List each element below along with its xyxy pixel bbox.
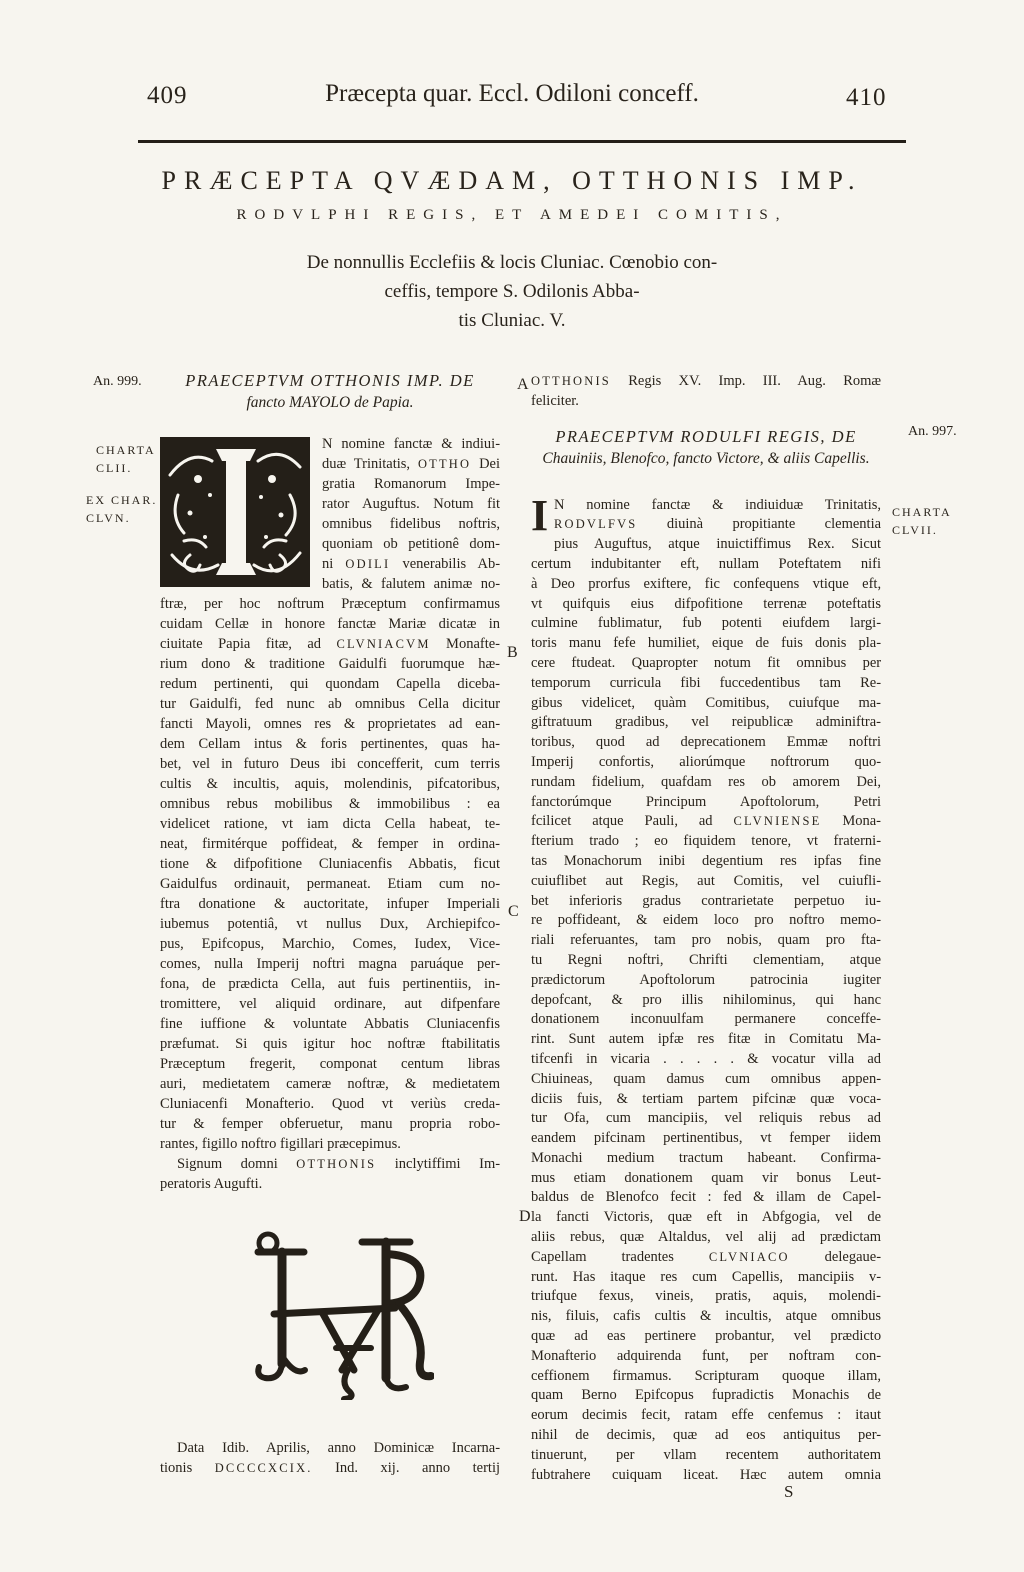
drop-cap-I: I	[531, 490, 549, 540]
text-line: peratoris Augufti.	[160, 1176, 263, 1192]
text-line: videlicet ratione, vt iam dicta Cella habeat, te-	[160, 816, 501, 832]
text-line: nis, filuis, cafis cultis & incultis, atque omnibus	[531, 1308, 882, 1325]
left-column	[160, 370, 500, 1194]
text-line: tu Regni noftri, Chrifti clementiam, atque	[531, 951, 882, 968]
text-line: fona, de prædicta Cella, aut fuis pertinentiis, in-	[160, 976, 501, 992]
text-line: depofcant, & pro illis nihilominus, qui hanc	[531, 991, 882, 1008]
section-letter-c: C	[508, 903, 519, 920]
text-line: ftræ, per hoc noftrum Præceptum confirmamus	[160, 596, 500, 612]
text-line: riali referuantes, tam pro nobis, quam pro fta-	[531, 932, 882, 949]
text-line: rint. Sunt autem ipfæ res fitæ in Comitatu Ma-	[531, 1031, 881, 1048]
text-line: redum pertinenti, qui quondam Capella diceba-	[160, 676, 501, 692]
text-line: Data Idib. Aprilis, anno Dominicæ Incarna-	[177, 1440, 501, 1456]
text-line: nihil de decimis, quæ ad eos antiquitus per-	[531, 1427, 882, 1444]
text-line: præfumat. Si quis igitur hoc noftræ ftabilitatis	[160, 1036, 501, 1052]
text-line: prædictorum Apoftolorum patrocinia iugiter	[531, 971, 882, 988]
text-line: RODVLFVS diuinà propitiante clementia	[554, 516, 882, 533]
page-number-right: 410	[846, 84, 887, 111]
section-letter-a: A	[517, 376, 529, 393]
margin-year-left: An. 999.	[93, 374, 142, 389]
small-caps-word: OTTHONIS	[296, 1157, 377, 1171]
text-line: fubtrahere cuiquam liceat. Hæc autem omnia	[531, 1466, 882, 1483]
small-caps-word: DCCCCXCIX.	[214, 1461, 313, 1475]
text-line: diciis fuis, & tertiam partem pifcinæ quæ voca-	[531, 1090, 882, 1107]
margin-note-line: CHARTA	[892, 505, 952, 519]
text-line: ftra donatione & auctoritate, infuper Imperiali	[160, 896, 500, 912]
text-line: tione & difpofitione Cluniacenfis Abbatis, ficut	[160, 856, 500, 872]
header-rule	[138, 140, 906, 143]
charter1-heading-line1: PRAECEPTVM OTTHONIS IMP. DE	[185, 371, 475, 390]
charter1-heading-line2: fancto MAYOLO de Papia.	[246, 394, 414, 411]
text-line: quoniam ob petitionê dom-	[322, 536, 501, 552]
text-line: rium dono & traditione Gaidulfi fuorumque hæ-	[160, 656, 501, 672]
text-line: tur Ofa, cum mancipiis, vel reliquis rebus ad	[531, 1110, 882, 1127]
text-line: pus, Epifcopus, Marchio, Comes, Iudex, Vice-	[160, 936, 501, 952]
text-line: toris manu fefe humiliet, eique de fuis donis pla-	[531, 635, 882, 652]
text-line: la fancti Victoris, quæ eft in Abfgogia, vel de	[531, 1209, 882, 1226]
text-line: fanctorúmque Principum Apoftolorum, Petri	[531, 793, 882, 810]
text-line: donationem inconuulfam permanere conceffe-	[531, 1011, 881, 1028]
small-caps-word: ODILI	[345, 557, 391, 571]
text-line: iubemus potentiâ, vt nullus Dux, Archiepifco-	[160, 916, 501, 932]
text-line: cultis & incultis, aquis, molendinis, pifcatoribus,	[160, 776, 501, 792]
text-line: vt quifquis eius difpofitione terrenæ poteftatis	[531, 595, 882, 612]
section-letter-d: D	[519, 1208, 531, 1225]
text-line: eandem pifcinam pertinentibus, vt femper iidem	[531, 1130, 882, 1147]
text-line: N nomine fanctæ & indiui-	[322, 436, 501, 452]
text-line: tur & femper obferuetur, manu propria robo-	[160, 1116, 501, 1132]
text-line: temporum curricula fibi fuccedentibus tam Re-	[531, 674, 882, 691]
margin-note-line: EX CHAR.	[86, 493, 158, 507]
text-line: tinuerunt, per vllam recentem authoritatem	[531, 1446, 882, 1463]
text-line: gratia Romanorum Impe-	[322, 476, 501, 492]
text-line: tionis DCCCCXCIX. Ind. xij. anno tertij	[160, 1460, 501, 1476]
text-line: Chiuineas, quam damus cum omnibus appen-	[531, 1070, 882, 1087]
text-line: baldus de Blenofco fecit : fed & illam de Capel-	[531, 1189, 882, 1206]
text-line: eorum decimis fecit, ratam effe cenfemus : itaut	[531, 1407, 881, 1424]
margin-note-line: CHARTA	[96, 443, 156, 457]
text-line: Capellam tradentes CLVNIACO delegaue-	[531, 1248, 882, 1265]
charter1-heading	[160, 370, 500, 414]
running-title: Præcepta quar. Eccl. Odiloni conceff.	[325, 80, 699, 107]
summary-line: ceffis, tempore S. Odilonis Abba-	[384, 281, 640, 302]
signature-mark: S	[784, 1482, 794, 1501]
margin-note-line: CLVII.	[892, 523, 938, 537]
document-title: PRÆCEPTA QVÆDAM, OTTHONIS IMP.	[161, 166, 863, 195]
text-line: Monachi medium tractum habeant. Confirma-	[531, 1149, 881, 1166]
text-line: OTTHONIS Regis XV. Imp. III. Aug. Romæ	[531, 373, 882, 389]
text-line: ceffionem firmamus. Scripturam quoque illam,	[531, 1367, 882, 1384]
text-line: toribus, quod ad deprecationem Emmæ noftri	[531, 734, 882, 751]
text-line: certum indubitanter eft, nullam Poteftatem nifi	[531, 555, 882, 572]
margin-note-line: CLVN.	[86, 511, 131, 525]
page-number-left: 409	[147, 82, 188, 109]
text-line: ciuitate Papia fitæ, ad CLVNIACVM Monafte-	[160, 636, 500, 652]
text-line: dem Cellam intus & foris pertinentes, quas ha-	[160, 736, 501, 752]
text-line: giftratuum gradibus, vel reipublicæ adminiftra-	[531, 714, 882, 731]
right-column	[531, 372, 881, 1485]
text-line: rundam fidelium, quafdam res ob amorem Dei,	[531, 773, 882, 790]
margin-note-charta-right	[892, 503, 952, 539]
salutation	[531, 372, 881, 412]
small-caps-word: OTTHONIS	[531, 374, 611, 388]
text-line: tifcenfi in vicaria . . . . . & vocatur villa ad	[531, 1050, 882, 1067]
text-line: Signum domni OTTHONIS inclytiffimi Im-	[177, 1156, 501, 1172]
charter2-heading-line2: Chauiniis, Blenofco, fancto Victore, & aliis Capellis.	[542, 449, 870, 467]
text-line: comes, nulla Imperij noftri magna paruáque per-	[160, 956, 501, 972]
text-line: tur Gaidulfi, fed nunc ab omnibus Cella dicitur	[160, 696, 501, 712]
text-line: triufque fexus, vineis, pratis, aquis, molendi-	[531, 1288, 882, 1305]
margin-note-exchar-left	[86, 491, 157, 527]
text-line: runt. Has itaque res cum Capellis, mancipiis v-	[531, 1268, 882, 1285]
text-line: rator Auguftus. Notum fit	[322, 496, 500, 512]
text-line: bet, vel in futuro Deus ibi concefferit, cum terris	[160, 756, 501, 772]
text-line: quam Berno Epifcopus fupradictis Monachis de	[531, 1387, 882, 1404]
dating-clause	[160, 1438, 500, 1478]
margin-year-right: An. 997.	[908, 424, 957, 439]
text-line: fterium trado ; eo fiquidem tenore, vt fraterni-	[531, 833, 882, 850]
text-line: gibus videlicet, quàm Comitibus, cuiufque ma-	[531, 694, 881, 711]
text-line: N nomine fanctæ & indiuiduæ Trinitatis,	[554, 496, 882, 513]
text-line: neat, firmitérque poffideat, & femper in ordina-	[160, 836, 500, 852]
text-line: Gaidulfus ordinauit, permaneat. Etiam cum no-	[160, 876, 501, 892]
text-line: culmine fublimatur, fub potenti eiufdem largi-	[531, 615, 882, 632]
text-line: ni ODILI venerabilis Ab-	[322, 556, 501, 572]
text-line: fcilicet atque Pauli, ad CLVNIENSE Mona-	[531, 813, 881, 830]
text-line: Imperij confortis, aliorúmque noftrorum quo-	[531, 753, 882, 770]
text-line: duæ Trinitatis, OTTHO Dei	[322, 456, 500, 472]
charter1-body	[160, 434, 500, 1154]
text-line: cere ftudeat. Quapropter notum fit omnibus per	[531, 654, 882, 671]
text-line: batis, & falutem animæ no-	[322, 576, 501, 592]
small-caps-word: CLVNIACO	[708, 1249, 790, 1264]
text-line: tromittere, vel aliquid ordinare, aut difpenfare	[160, 996, 501, 1012]
text-line: omnibus rebus mobilibus & immobilibus : ea	[160, 796, 500, 812]
margin-note-charta-left	[96, 441, 156, 477]
small-caps-word: CLVNIENSE	[733, 814, 822, 829]
document-subtitle: RODVLPHI REGIS, ET AMEDEI COMITIS,	[236, 207, 788, 223]
text-line: omnibus fidelibus noftris,	[322, 516, 500, 532]
text-line: fancti Mayoli, omnes res & proprietates ad ean-	[160, 716, 501, 732]
charter1-signum	[160, 1154, 500, 1194]
text-line: mus etiam donationem quam vir bonus Leut-	[531, 1169, 882, 1186]
text-line: pius Auguftus, atque inuictiffimus Rex. Sicut	[554, 536, 882, 553]
charter2-lines	[531, 490, 882, 1486]
text-line: Monafterio adquirenda funt, per noftram con-	[531, 1347, 882, 1364]
text-line: Præceptum fregerit, componat centum libras	[160, 1056, 501, 1072]
summary-line: tis Cluniac. V.	[458, 310, 566, 331]
document-summary	[0, 248, 1024, 335]
text-line: quæ ad eas pertinere probantur, vel prædicto	[531, 1328, 882, 1345]
text-line: à Deo prorfus exiftere, fic confequens vtique eft,	[531, 575, 882, 592]
section-letter-b: B	[507, 644, 518, 661]
summary-line: De nonnullis Ecclefiis & locis Cluniac. Cœnobio con-	[306, 252, 718, 273]
charter2-heading-line1: PRAECEPTVM RODULFI REGIS, DE	[555, 426, 857, 446]
text-line: fine iuffione & voluntate Abbatis Cluniacenfis	[160, 1016, 501, 1032]
margin-note-line: CLII.	[96, 461, 133, 475]
charter2-heading	[531, 426, 881, 470]
text-line: bet inferioris gradus contrarietate perpetuo iu-	[531, 892, 882, 909]
small-caps-word: CLVNIACVM	[336, 637, 431, 651]
text-line: aliis rebus, quæ Altaldus, vel alij ad prædictam	[531, 1229, 882, 1246]
charter2-body	[531, 490, 882, 1486]
text-line: rantes, figillo noftro figillari præcepimus.	[160, 1136, 401, 1152]
text-line: auri, medietatem cameræ noftræ, & medietatem	[160, 1076, 501, 1092]
text-line: tas Monachorum inibi degentium res ipfas fine	[531, 852, 882, 869]
decorated-initial-I-icon	[160, 437, 310, 587]
imperial-monogram-icon	[238, 1228, 434, 1405]
text-line: cuidam Cellæ in honore fanctæ Mariæ dicatæ in	[160, 616, 501, 632]
text-line: Cluniacenfi Monafterio. Quod vt veriùs creda-	[160, 1096, 501, 1112]
small-caps-word: RODVLFVS	[554, 517, 638, 532]
small-caps-word: OTTHO	[417, 457, 472, 471]
text-line: cuiuflibet aut Regis, aut Comitis, vel cuiufli-	[531, 872, 882, 889]
text-line: feliciter.	[531, 392, 579, 409]
text-line: re poffideant, & eidem loco pro noftro memo-	[531, 912, 882, 929]
